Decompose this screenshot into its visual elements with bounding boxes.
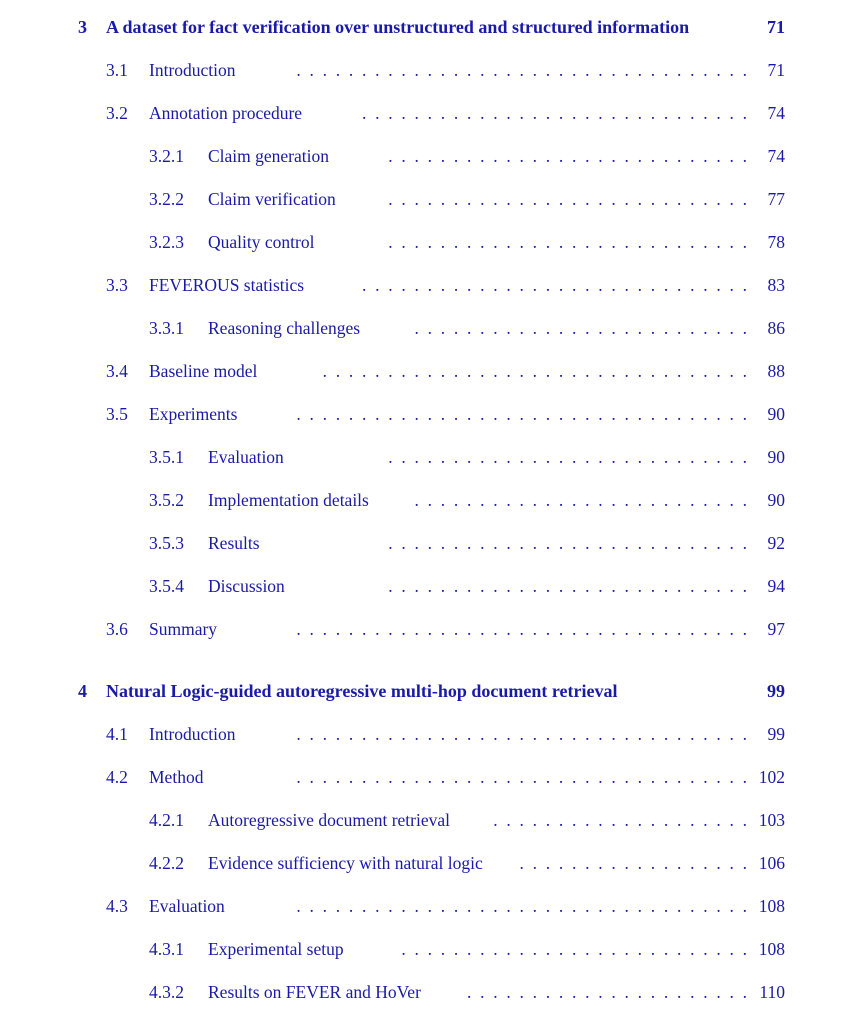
toc-number: 3.1	[106, 60, 128, 80]
toc-subsection-3-5-4[interactable]	[0, 574, 851, 598]
toc-page-number: 102	[758, 767, 785, 787]
toc-page-number: 71	[767, 17, 785, 37]
toc-title-link[interactable]: Reasoning challenges	[208, 318, 361, 338]
toc-title-link[interactable]: Summary	[149, 619, 218, 639]
toc-number: 3.5.4	[149, 576, 184, 596]
toc-number: 3.5.2	[149, 490, 184, 510]
toc-page-number: 99	[767, 681, 785, 701]
toc-page-number: 78	[767, 232, 785, 252]
toc-title-link[interactable]: Autoregressive document retrieval	[208, 810, 450, 830]
toc-subsection-4-2-2[interactable]	[0, 851, 851, 875]
toc-section-3-3[interactable]	[0, 273, 851, 297]
toc-title-link[interactable]: Claim verification	[208, 189, 336, 209]
toc-number: 4.2.1	[149, 810, 184, 830]
toc-page-number: 92	[767, 533, 785, 553]
toc-title-link[interactable]: A dataset for fact verification over unstructured and structured information	[106, 17, 690, 37]
toc-subsection-3-5-3[interactable]	[0, 531, 851, 555]
toc-subsection-3-2-1[interactable]	[0, 144, 851, 168]
toc-number: 4.3.2	[149, 982, 184, 1002]
toc-number: 3.2.3	[149, 232, 184, 252]
toc-page-number: 97	[767, 619, 785, 639]
toc-title-link[interactable]: Discussion	[208, 576, 285, 596]
dot-leader: . . . . . . . . . . . . . . . . . . . .	[493, 810, 747, 830]
toc-number: 3.3.1	[149, 318, 184, 338]
toc-number: 3.5	[106, 404, 128, 424]
dot-leader: . . . . . . . . . . . . . . . . . . . . . . . . . . . .	[388, 533, 747, 553]
toc-subsection-3-3-1[interactable]	[0, 316, 851, 340]
toc-number: 3.4	[106, 361, 128, 381]
toc-page-number: 74	[767, 103, 785, 123]
dot-leader: . . . . . . . . . . . . . . . . . . . . . . . . . . . .	[388, 447, 747, 467]
dot-leader: . . . . . . . . . . . . . . . . . . . . . . . . . . . .	[388, 146, 747, 166]
toc-section-3-6[interactable]	[0, 617, 851, 641]
dot-leader: . . . . . . . . . . . . . . . . . . . . . . . . . . . . . . . . . . .	[296, 619, 747, 639]
toc-page-number: 86	[767, 318, 785, 338]
toc-title-link[interactable]: Evaluation	[208, 447, 284, 467]
toc-page-number: 94	[767, 576, 785, 596]
toc-page-number: 103	[758, 810, 785, 830]
dot-leader: . . . . . . . . . . . . . . . . . . . . . . . . . .	[414, 318, 747, 338]
toc-section-3-4[interactable]	[0, 359, 851, 383]
toc-section-3-1[interactable]	[0, 58, 851, 82]
toc-title-link[interactable]: Results	[208, 533, 260, 553]
toc-page-number: 108	[758, 939, 785, 959]
toc-number: 4.1	[106, 724, 128, 744]
toc-page-number: 90	[767, 447, 785, 467]
toc-number: 4.2.2	[149, 853, 184, 873]
toc-title-link[interactable]: Evaluation	[149, 896, 225, 916]
toc-title-link[interactable]: Quality control	[208, 232, 315, 252]
toc-subsection-3-2-2[interactable]	[0, 187, 851, 211]
toc-page-number: 108	[758, 896, 785, 916]
toc-number: 3.3	[106, 275, 128, 295]
toc-number: 3.6	[106, 619, 128, 639]
dot-leader: . . . . . . . . . . . . . . . . . . . . . . . . . . . . . .	[362, 275, 747, 295]
toc-chapter-4[interactable]	[0, 679, 851, 703]
dot-leader: . . . . . . . . . . . . . . . . . . . . . . . . . . . .	[388, 189, 747, 209]
toc-page-number: 88	[767, 361, 785, 381]
toc-title-link[interactable]: Method	[149, 767, 204, 787]
toc-number: 3.5.3	[149, 533, 184, 553]
toc-number: 3.2.2	[149, 189, 184, 209]
toc-title-link[interactable]: Introduction	[149, 724, 236, 744]
toc-section-4-2[interactable]	[0, 765, 851, 789]
toc-subsection-3-5-1[interactable]	[0, 445, 851, 469]
dot-leader: . . . . . . . . . . . . . . . . . . . . . . . . . . . . . . . . . . .	[296, 724, 747, 744]
dot-leader: . . . . . . . . . . . . . . . . . . . . . . . . . . . . . .	[362, 103, 747, 123]
dot-leader: . . . . . . . . . . . . . . . . . . . . . . . . . . . .	[388, 576, 747, 596]
toc-title-link[interactable]: Experimental setup	[208, 939, 344, 959]
toc-title-link[interactable]: Claim generation	[208, 146, 330, 166]
toc-number: 4	[78, 681, 87, 701]
toc-section-4-1[interactable]	[0, 722, 851, 746]
toc-page-number: 90	[767, 490, 785, 510]
toc-section-3-2[interactable]	[0, 101, 851, 125]
toc-page-number: 99	[767, 724, 785, 744]
toc-number: 3.2	[106, 103, 128, 123]
toc-number: 4.3.1	[149, 939, 184, 959]
dot-leader: . . . . . . . . . . . . . . . . . . . . . .	[467, 982, 747, 1002]
toc-number: 3	[78, 17, 87, 37]
toc-title-link[interactable]: Experiments	[149, 404, 238, 424]
toc-number: 4.3	[106, 896, 128, 916]
dot-leader: . . . . . . . . . . . . . . . . . . . . . . . . . . . . . . . . . . .	[296, 767, 747, 787]
toc-page-number: 71	[767, 60, 785, 80]
toc-page-number: 90	[767, 404, 785, 424]
dot-leader: . . . . . . . . . . . . . . . . . . . . . . . . . . . . . . . . . . .	[296, 896, 747, 916]
toc-title-link[interactable]: FEVEROUS statistics	[149, 275, 305, 295]
toc-title-link[interactable]: Annotation procedure	[149, 103, 303, 123]
toc-page-number: 110	[759, 982, 785, 1002]
toc-title-link[interactable]: Implementation details	[208, 490, 369, 510]
toc-page-number: 106	[758, 853, 785, 873]
toc-section-4-3[interactable]	[0, 894, 851, 918]
toc-title-link[interactable]: Baseline model	[149, 361, 258, 381]
toc-title-link[interactable]: Natural Logic-guided autoregressive multi-hop document retrieval	[106, 681, 618, 701]
toc-number: 4.2	[106, 767, 128, 787]
dot-leader: . . . . . . . . . . . . . . . . . . . . . . . . . . .	[401, 939, 747, 959]
toc-subsection-3-2-3[interactable]	[0, 230, 851, 254]
toc-subsection-4-2-1[interactable]	[0, 808, 851, 832]
dot-leader: . . . . . . . . . . . . . . . . . . . . . . . . . . . . . . . . . . .	[296, 404, 747, 424]
toc-page-number: 83	[767, 275, 785, 295]
toc-page-number: 74	[767, 146, 785, 166]
dot-leader: . . . . . . . . . . . . . . . . . . . . . . . . . .	[414, 490, 747, 510]
toc-subsection-4-3-2[interactable]	[0, 980, 851, 1004]
dot-leader: . . . . . . . . . . . . . . . . . .	[519, 853, 747, 873]
toc-subsection-4-3-1[interactable]	[0, 937, 851, 961]
toc-number: 3.5.1	[149, 447, 184, 467]
toc-title-link[interactable]: Introduction	[149, 60, 236, 80]
toc-chapter-3[interactable]	[0, 15, 851, 39]
toc-title-link[interactable]: Evidence sufficiency with natural logic	[208, 853, 483, 873]
toc-section-3-5[interactable]	[0, 402, 851, 426]
toc-number: 3.2.1	[149, 146, 184, 166]
dot-leader: . . . . . . . . . . . . . . . . . . . . . . . . . . . .	[388, 232, 747, 252]
dot-leader: . . . . . . . . . . . . . . . . . . . . . . . . . . . . . . . . . . .	[296, 60, 747, 80]
toc-page-number: 77	[767, 189, 785, 209]
toc-subsection-3-5-2[interactable]	[0, 488, 851, 512]
dot-leader: . . . . . . . . . . . . . . . . . . . . . . . . . . . . . . . . .	[322, 361, 747, 381]
toc-title-link[interactable]: Results on FEVER and HoVer	[208, 982, 421, 1002]
